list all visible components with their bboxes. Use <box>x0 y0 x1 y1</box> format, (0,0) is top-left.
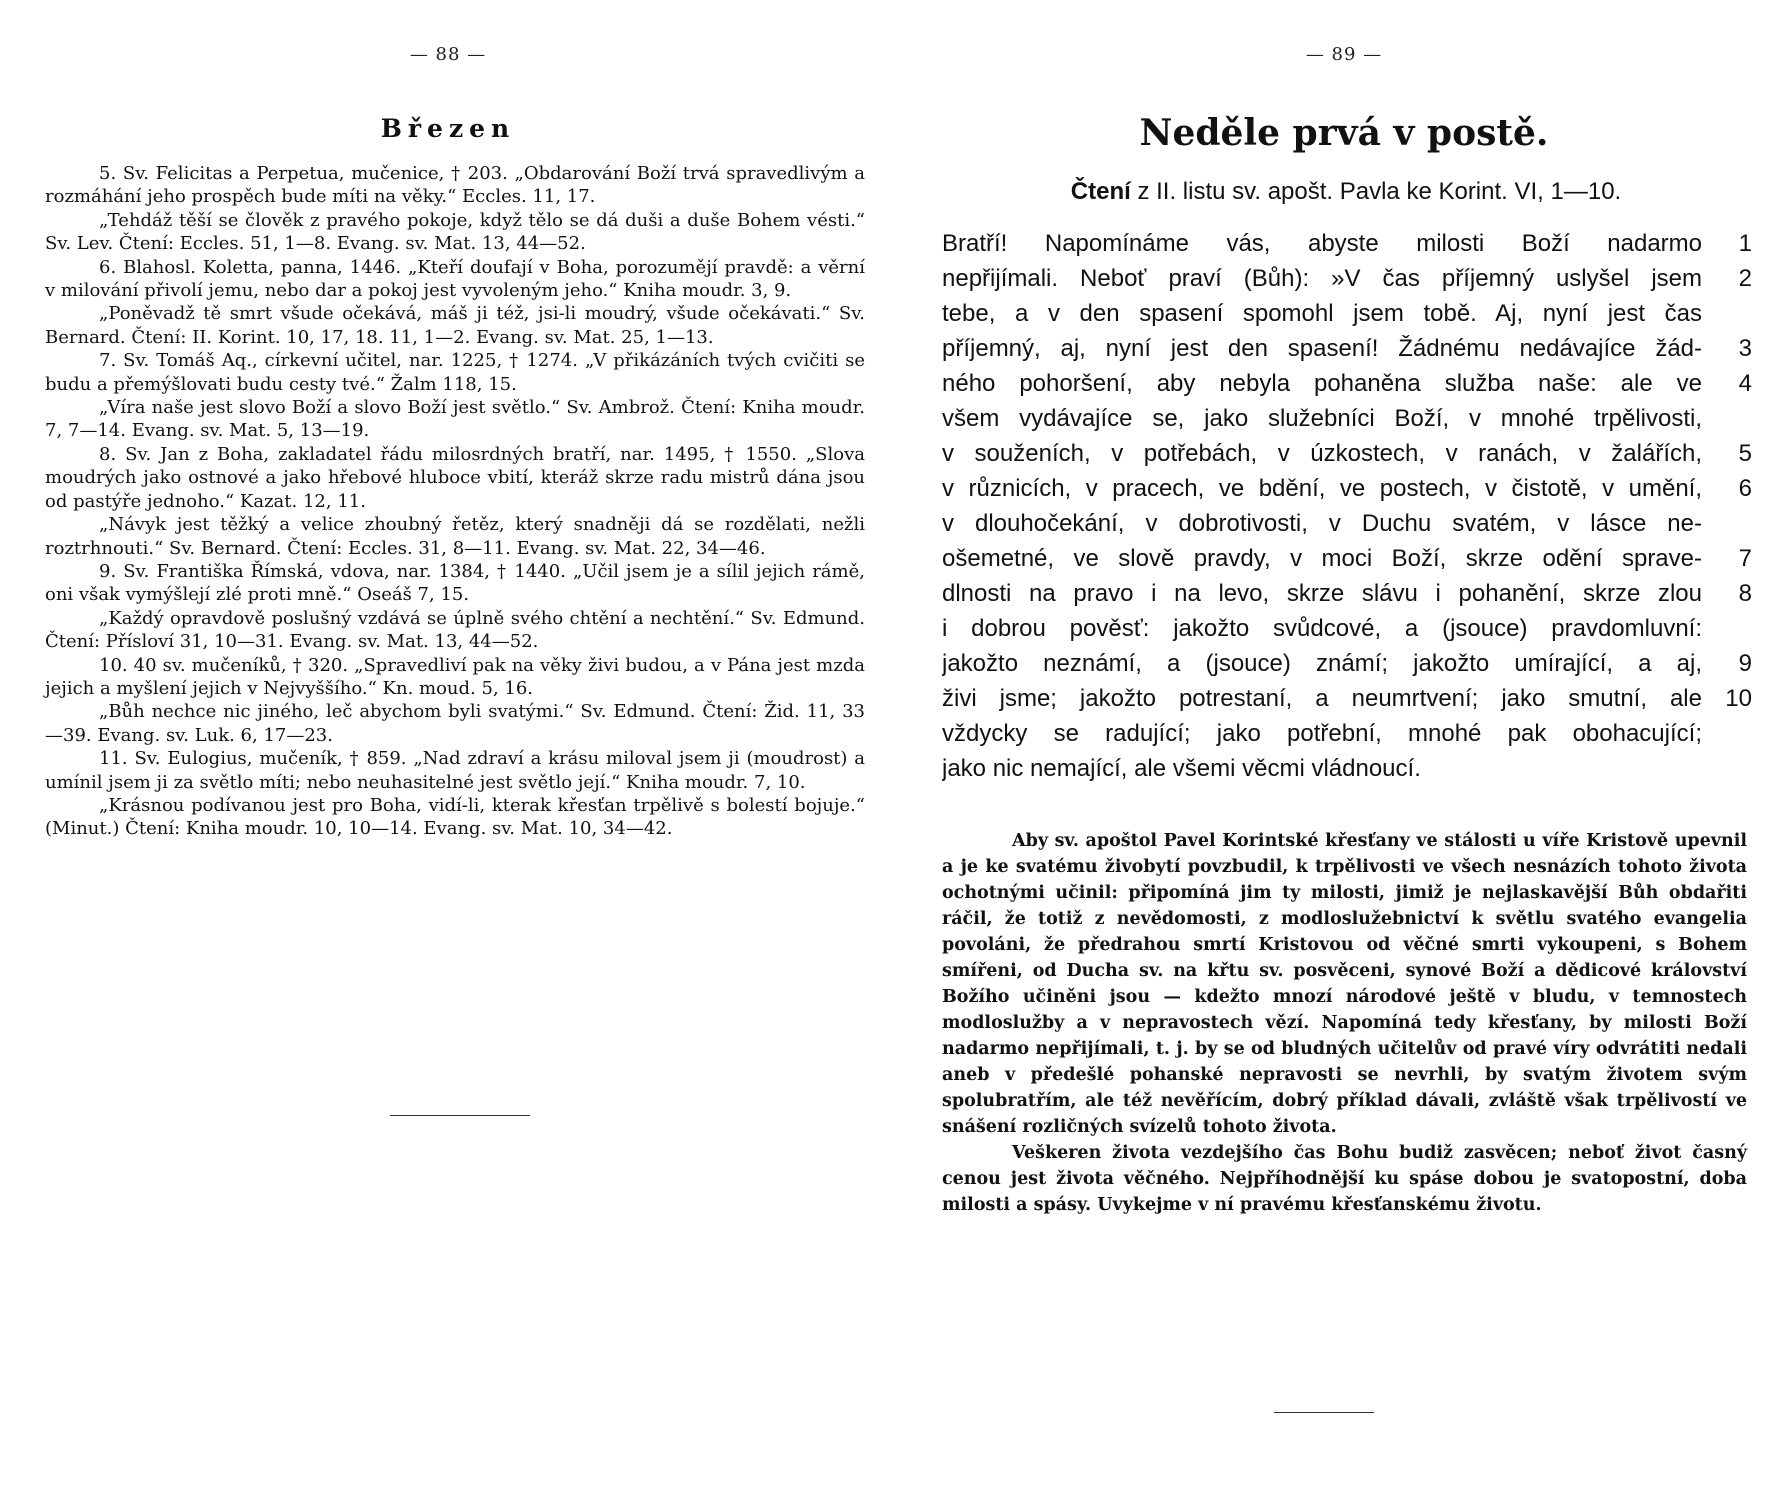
verse-line <box>942 681 1752 716</box>
page-title: Neděle prvá v postě. <box>1139 112 1549 154</box>
verse-line-text: příjemný, aj, nyní jest den spasení! Žádnému nedávajíce žád- <box>942 334 1702 362</box>
calendar-paragraph: „Každý opravdově poslušný vzdává se úplně svého chtění a nechtění.“ Sv. Edmund. Čtení: Přísloví 31, 10—31. Evang. sv. Mat. 13, 44—52. <box>45 607 865 653</box>
left-end-rule <box>390 1115 530 1116</box>
verse-number: 10 <box>1725 684 1752 712</box>
verse-number: 6 <box>1738 474 1752 502</box>
calendar-paragraph: „Bůh nechce nic jiného, leč abychom byli svatými.“ Sv. Edmund. Čtení: Žid. 11, 33—39. Evang. sv. Luk. 6, 17—23. <box>45 701 865 746</box>
calendar-paragraph: 8. Sv. Jan z Boha, zakladatel řádu milosrdných bratří, nar. 1495, † 1550. „Slova moudrých jako ostnové a jako hřebové hluboce vbití, kteráž skrze radu mistrů dána jsou od pastýře jednoho.“ Kazat. 12, 11. <box>45 443 865 512</box>
verse-line-text: všem vydávajíce se, jako služebníci Boží, v mnohé trpělivosti, <box>942 404 1702 432</box>
verse-line-text: v souženích, v potřebách, v úzkostech, v ranách, v žalářích, <box>942 439 1702 467</box>
verse-line-text: dlnosti na pravo i na levo, skrze slávu i pohanění, skrze zlou <box>942 579 1702 607</box>
verse-line <box>942 226 1752 261</box>
verse-line <box>942 261 1752 296</box>
verse-line <box>942 506 1752 541</box>
verse-number: 2 <box>1738 264 1752 292</box>
verse-line-text: Bratří! Napomínáme vás, abyste milosti Boží nadarmo <box>942 229 1702 257</box>
verse-line-text: živi jsme; jakožto potrestaní, a neumrtvení; jako smutní, ale <box>942 684 1702 712</box>
calendar-paragraph: 9. Sv. Františka Římská, vdova, nar. 1384, † 1440. „Učil jsem je a sílil jejich rámě, oni však vymýšlejí zlé proti mně.“ Oseáš 7, 15. <box>45 560 865 606</box>
verse-line-text: i dobrou pověsť: jakožto svůdcové, a (jsouce) pravdomluvní: <box>942 614 1702 642</box>
calendar-paragraph: „Poněvadž tě smrt všude očekává, máš ji též, jsi-li moudrý, všude očekávati.“ Sv. Bernard. Čtení: II. Korint. 10, 17, 18. 11, 1—2. Evang. sv. Mat. 25, 1—13. <box>45 303 865 348</box>
calendar-paragraph: „Krásnou podívanou jest pro Boha, vidí-li, kterak křesťan trpělivě s bolestí bojuje.“ (Minut.) Čtení: Kniha moudr. 10, 10—14. Evang. sv. Mat. 10, 34—42. <box>45 794 865 840</box>
commentary-paragraph: Veškeren života vezdejšího čas Bohu budiž zasvěcen; neboť život časný cenou jest života věčného. Nejpříhodnější ku spáse dobou je svatopostní, doba milosti a spásy. Uvykejme v ní pravému křesťanskému životu. <box>942 1143 1747 1215</box>
commentary-paragraph: Aby sv. apoštol Pavel Korintské křesťany ve stálosti u víře Kristově upevnil a je ke svatému živobytí povzbudil, k trpělivosti ve všech nesnázích tohoto života ochotnými učinil: připomíná jim ty milosti, jimiž je nejlaskavější Bůh obdařiti ráčil, že totiž z nevědomosti, z modloslužebnictví k světlu svatého evangelia povoláni, že předrahou smrtí Kristovou od věčné smrti vykoupeni, s Bohem smířeni, od Ducha sv. na křtu sv. posvěceni, synové Boží a dědicové království Božího učiněni jsou — kdežto mnozí národové ještě v bludu, v temnostech modloslužby a v nepravostech vězí. Napomíná tedy křesťany, by milosti Boží nadarmo nepřijímali, t. j. by se od bludných učitelův od pravé víry odvrátiti nedali aneb v předešlé pohanské nepravosti se nevrhli, by svatým životem svým spolubratřím, ale též nevěřícím, dobrý příklad dávali, zvláště však trpělivostí ve snášení rozličných svízelů tohoto života. <box>942 831 1747 1137</box>
verse-line-text: nepřijímali. Neboť praví (Bůh): »V čas příjemný uslyšel jsem <box>942 264 1702 292</box>
verse-line-text: ošemetné, ve slově pravdy, v moci Boží, skrze odění sprave- <box>942 544 1702 572</box>
verse-line <box>942 401 1752 436</box>
verse-line <box>942 541 1752 576</box>
reading-source: z II. listu sv. apošt. Pavla ke Korint. VI, 1—10. <box>1130 178 1622 205</box>
reading-heading <box>956 178 1736 206</box>
verse-line <box>942 716 1752 751</box>
reading-label: Čtení <box>1070 178 1131 205</box>
calendar-paragraph: 7. Sv. Tomáš Aq., církevní učitel, nar. 1225, † 1274. „V přikázáních tvých cvičiti se budu a přemýšlovati budu cesty tvé.“ Žalm 118, 15. <box>45 350 865 395</box>
verse-line-text: v různicích, v pracech, ve bdění, ve postech, v čistotě, v umění, <box>942 474 1702 502</box>
verse-line <box>942 751 1752 786</box>
verse-number: 9 <box>1738 649 1752 677</box>
left-page-number: — 88 — <box>409 44 487 65</box>
verse-line <box>942 471 1752 506</box>
calendar-paragraph: 6. Blahosl. Koletta, panna, 1446. „Kteří doufají v Boha, porozumějí pravdě: a věrní v milování přivolí jemu, nebo dar a pokoj jest vyvoleným jeho.“ Kniha moudr. 3, 9. <box>45 256 865 302</box>
verse-line <box>942 611 1752 646</box>
right-page <box>896 0 1792 1500</box>
verse-line <box>942 646 1752 681</box>
verse-line-text: jako nic nemající, ale všemi věcmi vládnoucí. <box>942 754 1421 782</box>
verse-number: 7 <box>1738 544 1752 572</box>
verse-line <box>942 296 1752 331</box>
calendar-paragraph: 11. Sv. Eulogius, mučeník, † 859. „Nad zdraví a krásu miloval jsem ji (moudrost) a umínil jsem ji za světlo míti; nebo neuhasitelné jest světlo její.“ Kniha moudr. 7, 10. <box>45 748 865 793</box>
verse-number: 5 <box>1738 439 1752 467</box>
verse-line-text: v dlouhočekání, v dobrotivosti, v Duchu svatém, v lásce ne- <box>942 509 1702 537</box>
epistle-text <box>942 226 1752 786</box>
verse-number: 4 <box>1738 369 1752 397</box>
calendar-paragraph: „Tehdáž těší se člověk z pravého pokoje, když tělo se dá duši a duše Bohem vésti.“ Sv. Lev. Čtení: Eccles. 51, 1—8. Evang. sv. Mat. 13, 44—52. <box>45 209 865 255</box>
calendar-paragraph: „Víra naše jest slovo Boží a slovo Boží jest světlo.“ Sv. Ambrož. Čtení: Kniha moudr. 7, 7—14. Evang. sv. Mat. 5, 13—19. <box>45 397 865 442</box>
verse-number: 3 <box>1738 334 1752 362</box>
right-end-rule <box>1274 1412 1374 1413</box>
calendar-paragraph: 10. 40 sv. mučeníků, † 320. „Spravedliví pak na věky živi budou, a v Pána jest mzda jejich a myšlení jejich v Nejvyššího.“ Kn. moud. 5, 16. <box>45 654 865 699</box>
verse-line-text: tebe, a v den spasení spomohl jsem tobě. Aj, nyní jest čas <box>942 299 1702 327</box>
calendar-entries <box>45 162 865 841</box>
verse-line <box>942 436 1752 471</box>
calendar-paragraph: 5. Sv. Felicitas a Perpetua, mučenice, † 203. „Obdarování Boží trvá spravedlivým a rozmáhání jeho prospěch bude míti na věky.“ Eccles. 11, 17. <box>45 163 865 208</box>
verse-line-text: ného pohoršení, aby nebyla pohaněna služba naše: ale ve <box>942 369 1702 397</box>
right-page-number: — 89 — <box>1305 44 1383 65</box>
verse-number: 1 <box>1738 229 1752 257</box>
verse-line-text: vždycky se radující; jako potřební, mnohé pak obohacující; <box>942 719 1702 747</box>
commentary <box>942 828 1747 1218</box>
month-title: Březen <box>380 114 516 143</box>
verse-line <box>942 366 1752 401</box>
calendar-paragraph: „Návyk jest těžký a velice zhoubný řetěz, který snadněji dá se rozdělati, nežli roztrhnouti.“ Sv. Bernard. Čtení: Eccles. 31, 8—11. Evang. sv. Mat. 22, 34—46. <box>45 514 865 559</box>
verse-line-text: jakožto neznámí, a (jsouce) známí; jakožto umírající, a aj, <box>942 649 1702 677</box>
verse-line <box>942 576 1752 611</box>
verse-line <box>942 331 1752 366</box>
verse-number: 8 <box>1738 579 1752 607</box>
